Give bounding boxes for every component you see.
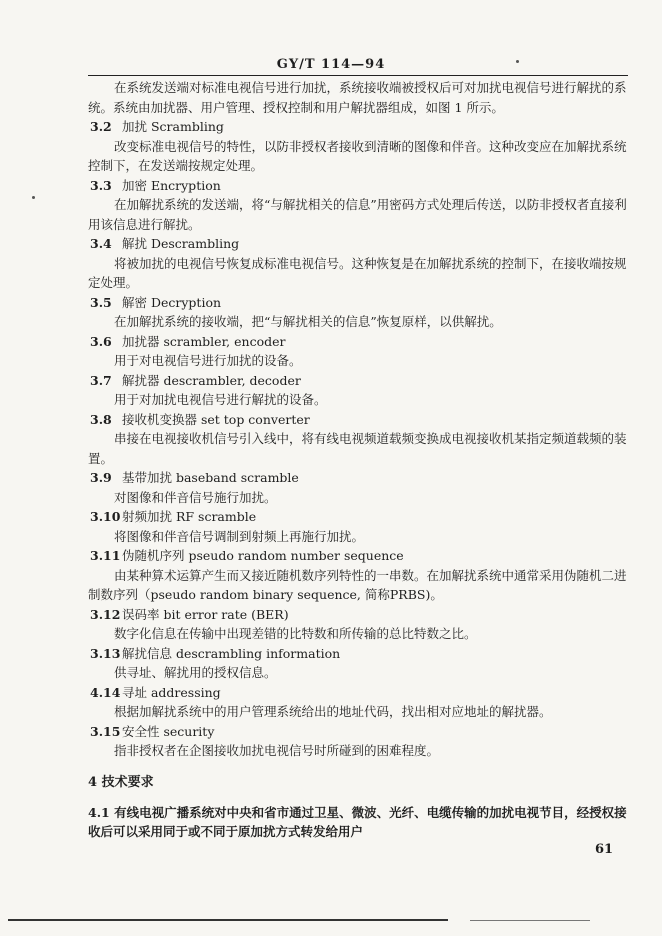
term-heading-3-11: 3.11 伪随机序列 pseudo random number sequence: [90, 548, 404, 563]
paragraph: 指非授权者在企图接收加扰电视信号时所碰到的困难程度。: [114, 743, 440, 758]
document-body: [88, 78, 633, 842]
term-heading-3-7: 3.7 解扰器 descrambler, decoder: [90, 372, 301, 388]
term-heading-3-12: 3.12 误码率 bit error rate (BER): [90, 606, 289, 622]
term-heading-3-15: 3.15 安全性 security: [90, 723, 215, 739]
scan-speck: [516, 60, 519, 63]
bottom-rule-right: [470, 920, 590, 921]
paragraph: 将图像和伴音信号调制到射频上再施行加扰。: [114, 528, 365, 544]
term-heading-3-4: 3.4 解扰 Descrambling: [90, 236, 240, 251]
paragraph: 用于对加扰电视信号进行解扰的设备。: [114, 392, 327, 407]
paragraph: 在加解扰系统的接收端，把“与解扰相关的信息”恢复原样，以供解扰。: [114, 314, 502, 329]
paragraph-4-1: 4.1 有线电视广播系统对中央和省市通过卫星、微波、光纤、电缆传输的加扰电视节目，经授权接收后可以采用同于或不同于原加扰方式转发给用户: [88, 804, 627, 839]
term-heading-3-6: 3.6 加扰器 scrambler, encoder: [90, 333, 286, 349]
page-number: 61: [595, 842, 614, 857]
term-heading-4-14: 4.14 寻址 addressing: [90, 684, 221, 700]
section-heading-4: 4 技术要求: [88, 774, 154, 790]
term-heading-3-13: 3.13 解扰信息 descrambling information: [90, 645, 341, 661]
paragraph: 对图像和伴音信号施行加扰。: [114, 489, 277, 505]
term-heading-3-3: 3.3 加密 Encryption: [90, 177, 221, 193]
paragraph: 用于对电视信号进行加扰的设备。: [114, 353, 302, 368]
scan-speck: [32, 196, 35, 199]
paragraph: 改变标准电视信号的特性，以防非授权者接收到清晰的图像和伴音。这种改变应在加解扰系统控制下，在发送端按规定处理。: [88, 138, 627, 173]
paragraph: 在加解扰系统的发送端，将“与解扰相关的信息”用密码方式处理后传送，以防非授权者直接利用该信息进行解扰。: [88, 197, 627, 232]
term-heading-3-9: 3.9 基带加扰 baseband scramble: [90, 470, 299, 485]
paragraph: 由某种算术运算产生而又接近随机数序列特性的一串数。在加解扰系统中通常采用伪随机二进制数序列（pseudo random binary sequence, 简称PRBS)。: [88, 567, 627, 602]
standard-code-header: GY/T 114—94: [276, 57, 386, 72]
term-heading-3-10: 3.10 射频加扰 RF scramble: [90, 509, 257, 524]
term-heading-3-2: 3.2 加扰 Scrambling: [90, 119, 224, 134]
paragraph: 在系统发送端对标准电视信号进行加扰，系统接收端被授权后可对加扰电视信号进行解扰的系统。系统由加扰器、用户管理、授权控制和用户解扰器组成，如图 1 所示。: [88, 80, 627, 115]
paragraph: 数字化信息在传输中出现差错的比特数和所传输的总比特数之比。: [114, 626, 477, 641]
term-heading-3-8: 3.8 接收机变换器 set top converter: [90, 411, 310, 427]
paragraph: 串接在电视接收机信号引入线中，将有线电视频道载频变换成电视接收机某指定频道载频的装置。: [88, 431, 627, 466]
term-heading-3-5: 3.5 解密 Decryption: [90, 294, 222, 310]
paragraph: 根据加解扰系统中的用户管理系统给出的地址代码，找出相对应地址的解扰器。: [114, 704, 552, 719]
bottom-rule: [8, 919, 448, 921]
paragraph: 供寻址、解扰用的授权信息。: [114, 665, 277, 680]
paragraph: 将被加扰的电视信号恢复成标准电视信号。这种恢复是在加解扰系统的控制下，在接收端按规定处理。: [88, 255, 627, 290]
header-rule: [88, 75, 628, 76]
